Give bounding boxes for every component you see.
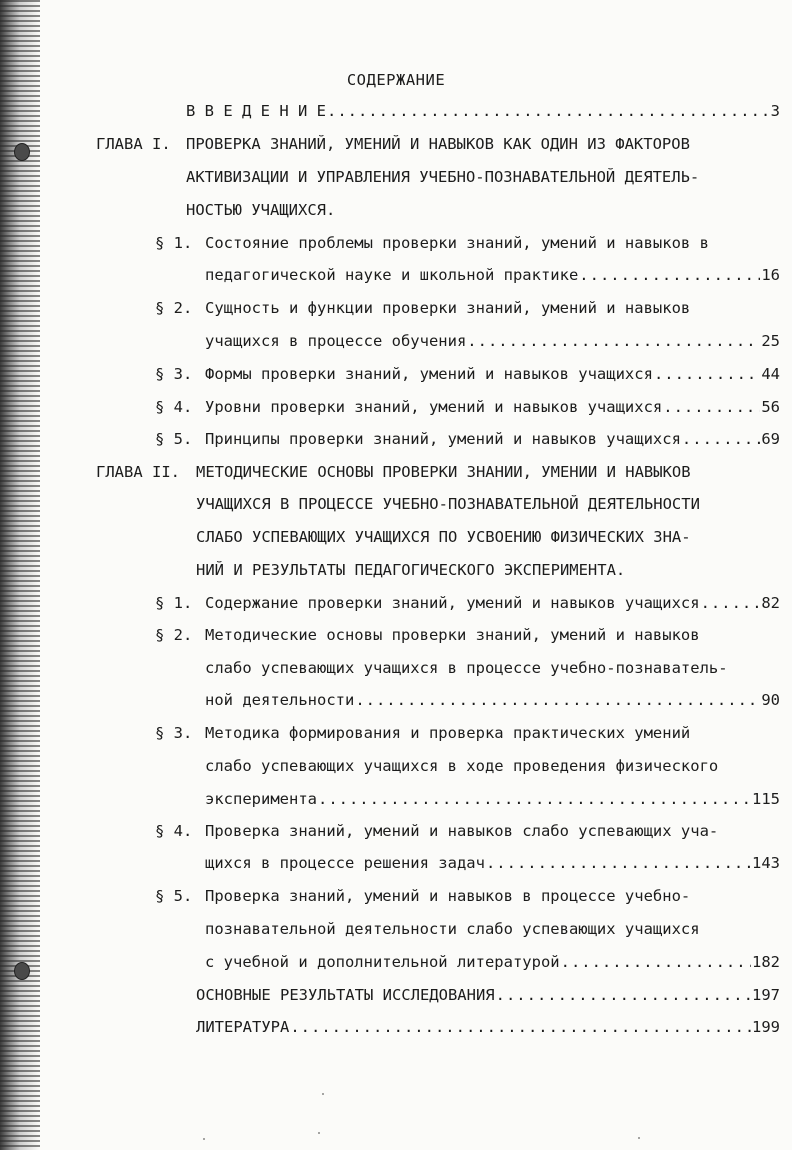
page-title: СОДЕРЖАНИЕ — [346, 71, 446, 89]
section-title-line: познавательной деятельности слабо успевающих учащихся — [205, 920, 700, 938]
toc-entry — [205, 265, 780, 285]
section-number: § 5. — [155, 430, 193, 448]
section-title-line: Методика формирования и проверка практических умений — [205, 724, 691, 742]
toc-entry-label: ОСНОВНЫЕ РЕЗУЛЬТАТЫ ИССЛЕДОВАНИЯ — [196, 986, 495, 1004]
section-number: § 3. — [155, 724, 193, 742]
section-title-line: ной деятельности — [205, 691, 355, 709]
toc-entry — [205, 853, 780, 873]
scan-speck — [638, 1137, 640, 1139]
section-number: § 3. — [155, 365, 193, 383]
toc-entry-intro — [186, 101, 780, 121]
section-title-line: Принципы проверки знаний, умений и навыков учащихся — [205, 430, 681, 448]
leader-dots — [318, 789, 751, 809]
chapter-label: ГЛАВА II. — [96, 463, 180, 481]
chapter-title-line: ПРОВЕРКА ЗНАНИЙ, УМЕНИЙ И НАВЫКОВ КАК ОДИН ИЗ ФАКТОРОВ — [186, 135, 690, 153]
toc-entry-literature — [196, 1017, 780, 1037]
leader-dots — [327, 101, 770, 121]
toc-entry — [205, 364, 780, 384]
toc-entry — [205, 593, 780, 613]
section-number: § 4. — [155, 398, 193, 416]
chapter-title-line: СЛАБО УСПЕВАЮЩИХ УЧАЩИХСЯ ПО УСВОЕНИЮ ФИЗИЧЕСКИХ ЗНА- — [196, 528, 691, 546]
toc-entry — [205, 690, 780, 710]
section-title-line: щихся в процессе решения задач — [205, 854, 485, 872]
toc-page-number: 82 — [761, 594, 780, 612]
toc-page-number: 90 — [761, 691, 780, 709]
toc-entry — [205, 952, 780, 972]
section-title-line: Формы проверки знаний, умений и навыков учащихся — [205, 365, 653, 383]
leader-dots — [561, 952, 751, 972]
toc-page-number: 197 — [752, 986, 780, 1004]
section-number: § 2. — [155, 626, 193, 644]
section-title-line: эксперимента — [205, 790, 317, 808]
leader-dots — [355, 690, 760, 710]
section-title-line: Сущность и функции проверки знаний, умений и навыков — [205, 299, 691, 317]
leader-dots — [701, 593, 761, 613]
section-title-line: слабо успевающих учащихся в ходе проведения физического — [205, 757, 719, 775]
section-title-line: Содержание проверки знаний, умений и навыков учащихся — [205, 594, 700, 612]
chapter-label: ГЛАВА I. — [96, 135, 171, 153]
section-number: § 4. — [155, 822, 193, 840]
leader-dots — [682, 429, 760, 449]
toc-entry — [205, 429, 780, 449]
toc-page-number: 25 — [761, 332, 780, 350]
leader-dots — [579, 265, 760, 285]
section-title-line: Проверка знаний, умений и навыков в процессе учебно- — [205, 887, 691, 905]
scan-speck — [322, 1093, 324, 1095]
chapter-title-line: МЕТОДИЧЕСКИЕ ОСНОВЫ ПРОВЕРКИ ЗНАНИИ, УМЕНИИ И НАВЫКОВ — [196, 463, 691, 481]
section-title-line: Проверка знаний, умений и навыков слабо успевающих уча- — [205, 822, 719, 840]
chapter-title-line: УЧАЩИХСЯ В ПРОЦЕССЕ УЧЕБНО-ПОЗНАВАТЕЛЬНОЙ ДЕЯТЕЛЬНОСТИ — [196, 495, 700, 513]
section-number: § 5. — [155, 887, 193, 905]
toc-entry-label: В В Е Д Е Н И Е — [186, 102, 326, 120]
toc-page-number: 69 — [761, 430, 780, 448]
scan-speck — [318, 1132, 320, 1134]
section-number: § 1. — [155, 234, 193, 252]
leader-dots — [290, 1017, 751, 1037]
section-title-line: слабо успевающих учащихся в процессе учебно-познаватель- — [205, 659, 728, 677]
leader-dots — [496, 985, 751, 1005]
toc-page-number: 115 — [752, 790, 780, 808]
toc-entry — [205, 789, 780, 809]
toc-page-number: 3 — [770, 102, 780, 120]
leader-dots — [467, 331, 760, 351]
leader-dots — [663, 397, 760, 417]
toc-page-number: 143 — [752, 854, 780, 872]
section-title-line: Состояние проблемы проверки знаний, умений и навыков в — [205, 234, 709, 252]
chapter-title-line: АКТИВИЗАЦИИ И УПРАВЛЕНИЯ УЧЕБНО-ПОЗНАВАТЕЛЬНОЙ ДЕЯТЕЛЬ- — [186, 168, 700, 186]
toc-page-number: 44 — [761, 365, 780, 383]
section-title-line: с учебной и дополнительной литературой — [205, 953, 560, 971]
section-title-line: учащихся в процессе обучения — [205, 332, 467, 350]
toc-page-number: 56 — [761, 398, 780, 416]
leader-dots — [654, 364, 760, 384]
section-number: § 1. — [155, 594, 193, 612]
toc-entry-label: ЛИТЕРАТУРА — [196, 1018, 290, 1036]
scan-speck — [203, 1138, 205, 1140]
toc-page-number: 182 — [752, 953, 780, 971]
leader-dots — [486, 853, 751, 873]
section-title-line: Методические основы проверки знаний, умений и навыков — [205, 626, 700, 644]
chapter-title-line: НОСТЬЮ УЧАЩИХСЯ. — [186, 201, 336, 219]
toc-entry — [205, 331, 780, 351]
section-title-line: Уровни проверки знаний, умений и навыков учащихся — [205, 398, 663, 416]
toc-page-number: 16 — [761, 266, 780, 284]
section-title-line: педагогической науке и школьной практике — [205, 266, 579, 284]
toc-entry-results — [196, 985, 780, 1005]
section-number: § 2. — [155, 299, 193, 317]
toc-entry — [205, 397, 780, 417]
chapter-title-line: НИЙ И РЕЗУЛЬТАТЫ ПЕДАГОГИЧЕСКОГО ЭКСПЕРИМЕНТА. — [196, 561, 626, 579]
toc-page-number: 199 — [752, 1018, 780, 1036]
